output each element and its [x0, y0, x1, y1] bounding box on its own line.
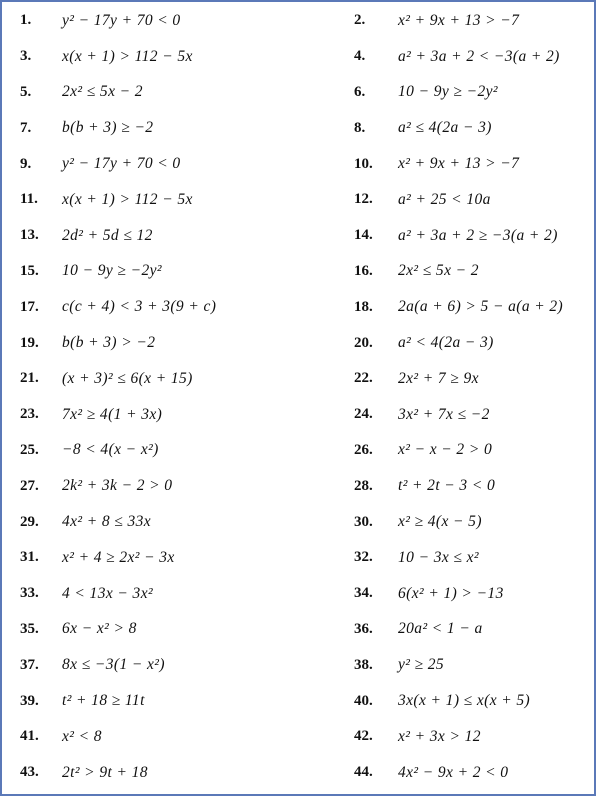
problem-row [2, 325, 594, 361]
problem-number: 35. [20, 620, 39, 637]
inequality-expression: x² + 9x + 13 > −7 [398, 11, 520, 29]
inequality-expression: x² + 4 ≥ 2x² − 3x [62, 548, 175, 566]
inequality-expression: 3x(x + 1) ≤ x(x + 5) [398, 692, 531, 710]
problem-number: 40. [354, 692, 373, 709]
problem-number: 38. [354, 656, 373, 673]
inequality-expression: (x + 3)² ≤ 6(x + 15) [62, 369, 193, 387]
problem-item [354, 612, 594, 648]
problem-item [354, 3, 594, 39]
problem-item [354, 218, 594, 254]
inequality-expression: a² ≤ 4(2a − 3) [398, 119, 492, 137]
problem-number: 11. [20, 191, 38, 208]
problem-number: 20. [354, 334, 373, 351]
problem-number: 9. [20, 155, 32, 172]
problem-row [2, 719, 594, 755]
inequality-expression: a² + 3a + 2 ≥ −3(a + 2) [398, 226, 558, 244]
problem-item [354, 433, 594, 469]
problem-item [20, 39, 320, 75]
inequality-expression: 20a² < 1 − a [398, 620, 483, 638]
inequality-expression: 4 < 13x − 3x² [62, 584, 154, 602]
problem-row [2, 612, 594, 648]
problem-row [2, 361, 594, 397]
inequality-expression: a² < 4(2a − 3) [398, 334, 494, 352]
problem-item [20, 647, 320, 683]
problem-item [354, 254, 594, 290]
problem-item [20, 3, 320, 39]
problem-number: 15. [20, 262, 39, 279]
problem-item [354, 325, 594, 361]
inequality-expression: t² + 18 ≥ 11t [62, 692, 145, 710]
problem-item [20, 468, 320, 504]
inequality-expression: b(b + 3) > −2 [62, 334, 156, 352]
problem-item [354, 504, 594, 540]
problem-number: 6. [354, 83, 366, 100]
problem-number: 16. [354, 262, 373, 279]
inequality-expression: x(x + 1) > 112 − 5x [62, 47, 193, 65]
inequality-expression: y² ≥ 25 [398, 656, 445, 674]
problem-item [354, 719, 594, 755]
problem-item [20, 540, 320, 576]
problem-number: 19. [20, 334, 39, 351]
problem-row [2, 468, 594, 504]
inequality-expression: −8 < 4(x − x²) [62, 441, 159, 459]
problem-item [20, 325, 320, 361]
problem-number: 24. [354, 406, 373, 423]
problem-number: 23. [20, 406, 39, 423]
problem-item [20, 75, 320, 111]
problem-number: 36. [354, 620, 373, 637]
inequality-expression: 2a(a + 6) > 5 − a(a + 2) [398, 298, 564, 316]
inequality-expression: c(c + 4) < 3 + 3(9 + c) [62, 298, 217, 316]
problem-row [2, 755, 594, 791]
inequality-expression: b(b + 3) ≥ −2 [62, 119, 154, 137]
inequality-expression: x² − x − 2 > 0 [398, 441, 493, 459]
problem-item [20, 504, 320, 540]
problem-number: 44. [354, 764, 373, 781]
problem-number: 8. [354, 119, 366, 136]
problem-number: 25. [20, 441, 39, 458]
inequality-expression: 7x² ≥ 4(1 + 3x) [62, 405, 163, 423]
problem-number: 26. [354, 441, 373, 458]
problem-row [2, 3, 594, 39]
problem-number: 3. [20, 48, 32, 65]
problem-row [2, 647, 594, 683]
problem-grid [2, 2, 594, 794]
problem-item [20, 146, 320, 182]
problem-number: 28. [354, 477, 373, 494]
inequality-expression: x² + 3x > 12 [398, 727, 481, 745]
problem-item [354, 182, 594, 218]
problem-row [2, 540, 594, 576]
problem-item [20, 397, 320, 433]
problem-row [2, 504, 594, 540]
problem-item [354, 755, 594, 791]
problem-number: 43. [20, 764, 39, 781]
problem-item [20, 218, 320, 254]
inequality-expression: t² + 2t − 3 < 0 [398, 477, 496, 495]
inequality-expression: a² + 25 < 10a [398, 190, 491, 208]
inequality-expression: 2x² ≤ 5x − 2 [398, 262, 479, 280]
problem-number: 42. [354, 728, 373, 745]
inequality-expression: 4x² + 8 ≤ 33x [62, 513, 152, 531]
problem-number: 41. [20, 728, 39, 745]
inequality-expression: 2d² + 5d ≤ 12 [62, 226, 153, 244]
problem-number: 30. [354, 513, 373, 530]
inequality-expression: 10 − 9y ≥ −2y² [62, 262, 162, 280]
problem-item [20, 254, 320, 290]
problem-number: 14. [354, 227, 373, 244]
inequality-expression: 6x − x² > 8 [62, 620, 137, 638]
problem-row [2, 110, 594, 146]
problem-number: 18. [354, 298, 373, 315]
inequality-expression: 10 − 9y ≥ −2y² [398, 83, 498, 101]
inequality-expression: 2x² ≤ 5x − 2 [62, 83, 143, 101]
problem-number: 37. [20, 656, 39, 673]
inequality-expression: 8x ≤ −3(1 − x²) [62, 656, 165, 674]
inequality-expression: a² + 3a + 2 < −3(a + 2) [398, 47, 560, 65]
problem-row [2, 182, 594, 218]
problem-number: 33. [20, 585, 39, 602]
problem-number: 4. [354, 48, 366, 65]
inequality-expression: x² < 8 [62, 727, 102, 745]
problem-item [354, 146, 594, 182]
problem-row [2, 397, 594, 433]
inequality-expression: 3x² + 7x ≤ −2 [398, 405, 490, 423]
problem-item [20, 110, 320, 146]
inequality-expression: 2x² + 7 ≥ 9x [398, 369, 479, 387]
problem-item [354, 289, 594, 325]
inequality-expression: y² − 17y + 70 < 0 [62, 11, 181, 29]
problem-item [354, 468, 594, 504]
problem-item [20, 182, 320, 218]
problem-number: 21. [20, 370, 39, 387]
problem-number: 5. [20, 83, 32, 100]
problem-row [2, 75, 594, 111]
problem-number: 22. [354, 370, 373, 387]
problem-item [20, 433, 320, 469]
problem-row [2, 254, 594, 290]
problem-item [354, 683, 594, 719]
problem-item [20, 719, 320, 755]
problem-item [20, 361, 320, 397]
problem-number: 34. [354, 585, 373, 602]
problem-row [2, 433, 594, 469]
problem-number: 32. [354, 549, 373, 566]
problem-item [354, 540, 594, 576]
problem-item [354, 576, 594, 612]
problem-item [20, 576, 320, 612]
inequality-expression: 2t² > 9t + 18 [62, 763, 148, 781]
problem-item [354, 361, 594, 397]
problem-item [354, 110, 594, 146]
problem-row [2, 576, 594, 612]
problem-number: 31. [20, 549, 39, 566]
problem-item [354, 39, 594, 75]
inequality-expression: x² + 9x + 13 > −7 [398, 155, 520, 173]
inequality-expression: y² − 17y + 70 < 0 [62, 155, 181, 173]
problem-item [354, 397, 594, 433]
inequality-expression: 2k² + 3k − 2 > 0 [62, 477, 173, 495]
problem-row [2, 683, 594, 719]
problem-number: 39. [20, 692, 39, 709]
problem-row [2, 146, 594, 182]
problem-item [20, 289, 320, 325]
problem-item [354, 647, 594, 683]
problem-row [2, 39, 594, 75]
problem-item [20, 683, 320, 719]
inequality-expression: 6(x² + 1) > −13 [398, 584, 504, 602]
inequality-expression: 10 − 3x ≤ x² [398, 548, 479, 566]
inequality-expression: x(x + 1) > 112 − 5x [62, 190, 193, 208]
problem-number: 10. [354, 155, 373, 172]
problem-item [20, 755, 320, 791]
inequality-expression: 4x² − 9x + 2 < 0 [398, 763, 509, 781]
problem-number: 17. [20, 298, 39, 315]
problem-item [20, 612, 320, 648]
problem-number: 1. [20, 12, 32, 29]
problem-row [2, 289, 594, 325]
problem-number: 13. [20, 227, 39, 244]
inequality-expression: x² ≥ 4(x − 5) [398, 513, 482, 531]
problem-number: 12. [354, 191, 373, 208]
problem-number: 29. [20, 513, 39, 530]
problem-item [354, 75, 594, 111]
problem-number: 27. [20, 477, 39, 494]
problem-number: 7. [20, 119, 32, 136]
problem-number: 2. [354, 12, 366, 29]
problem-row [2, 218, 594, 254]
